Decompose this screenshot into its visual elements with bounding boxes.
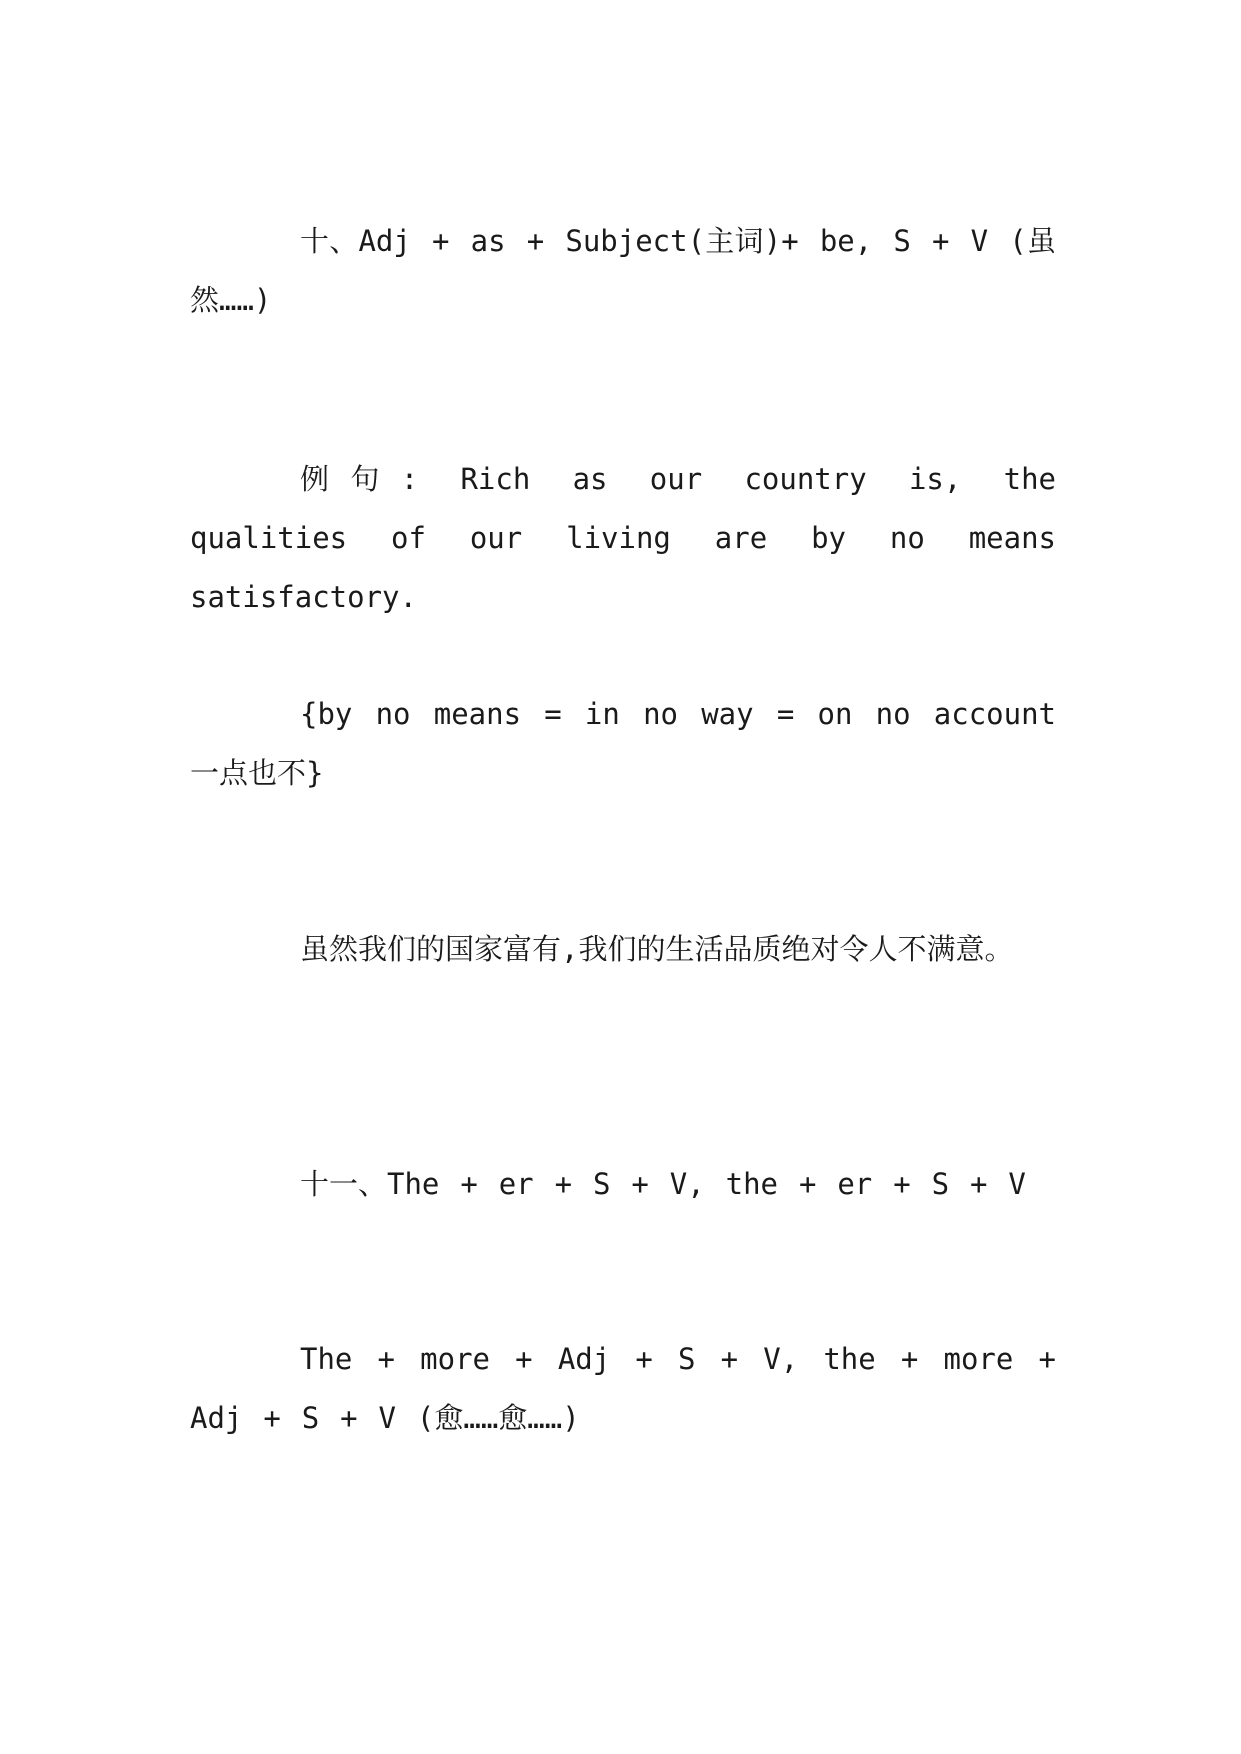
translation-paragraph: 虽然我们的国家富有,我们的生活品质绝对令人不满意。 xyxy=(300,932,1014,966)
synonym-note: {by no means = in no way = on no account 一点也不} xyxy=(190,697,1056,790)
example-sentence: 例句: Rich as our country is, the qualities of our living are by no means satisfactory. xyxy=(190,462,1056,614)
section-heading-eleven: 十一、The + er + S + V, the + er + S + V xyxy=(300,1167,1026,1201)
pattern-paragraph: The + more + Adj + S + V, the + more + Adj + S + V (愈……愈……) xyxy=(190,1342,1056,1435)
section-heading-ten: 十、Adj + as + Subject(主词)+ be, S + V (虽然……) xyxy=(190,224,1056,317)
